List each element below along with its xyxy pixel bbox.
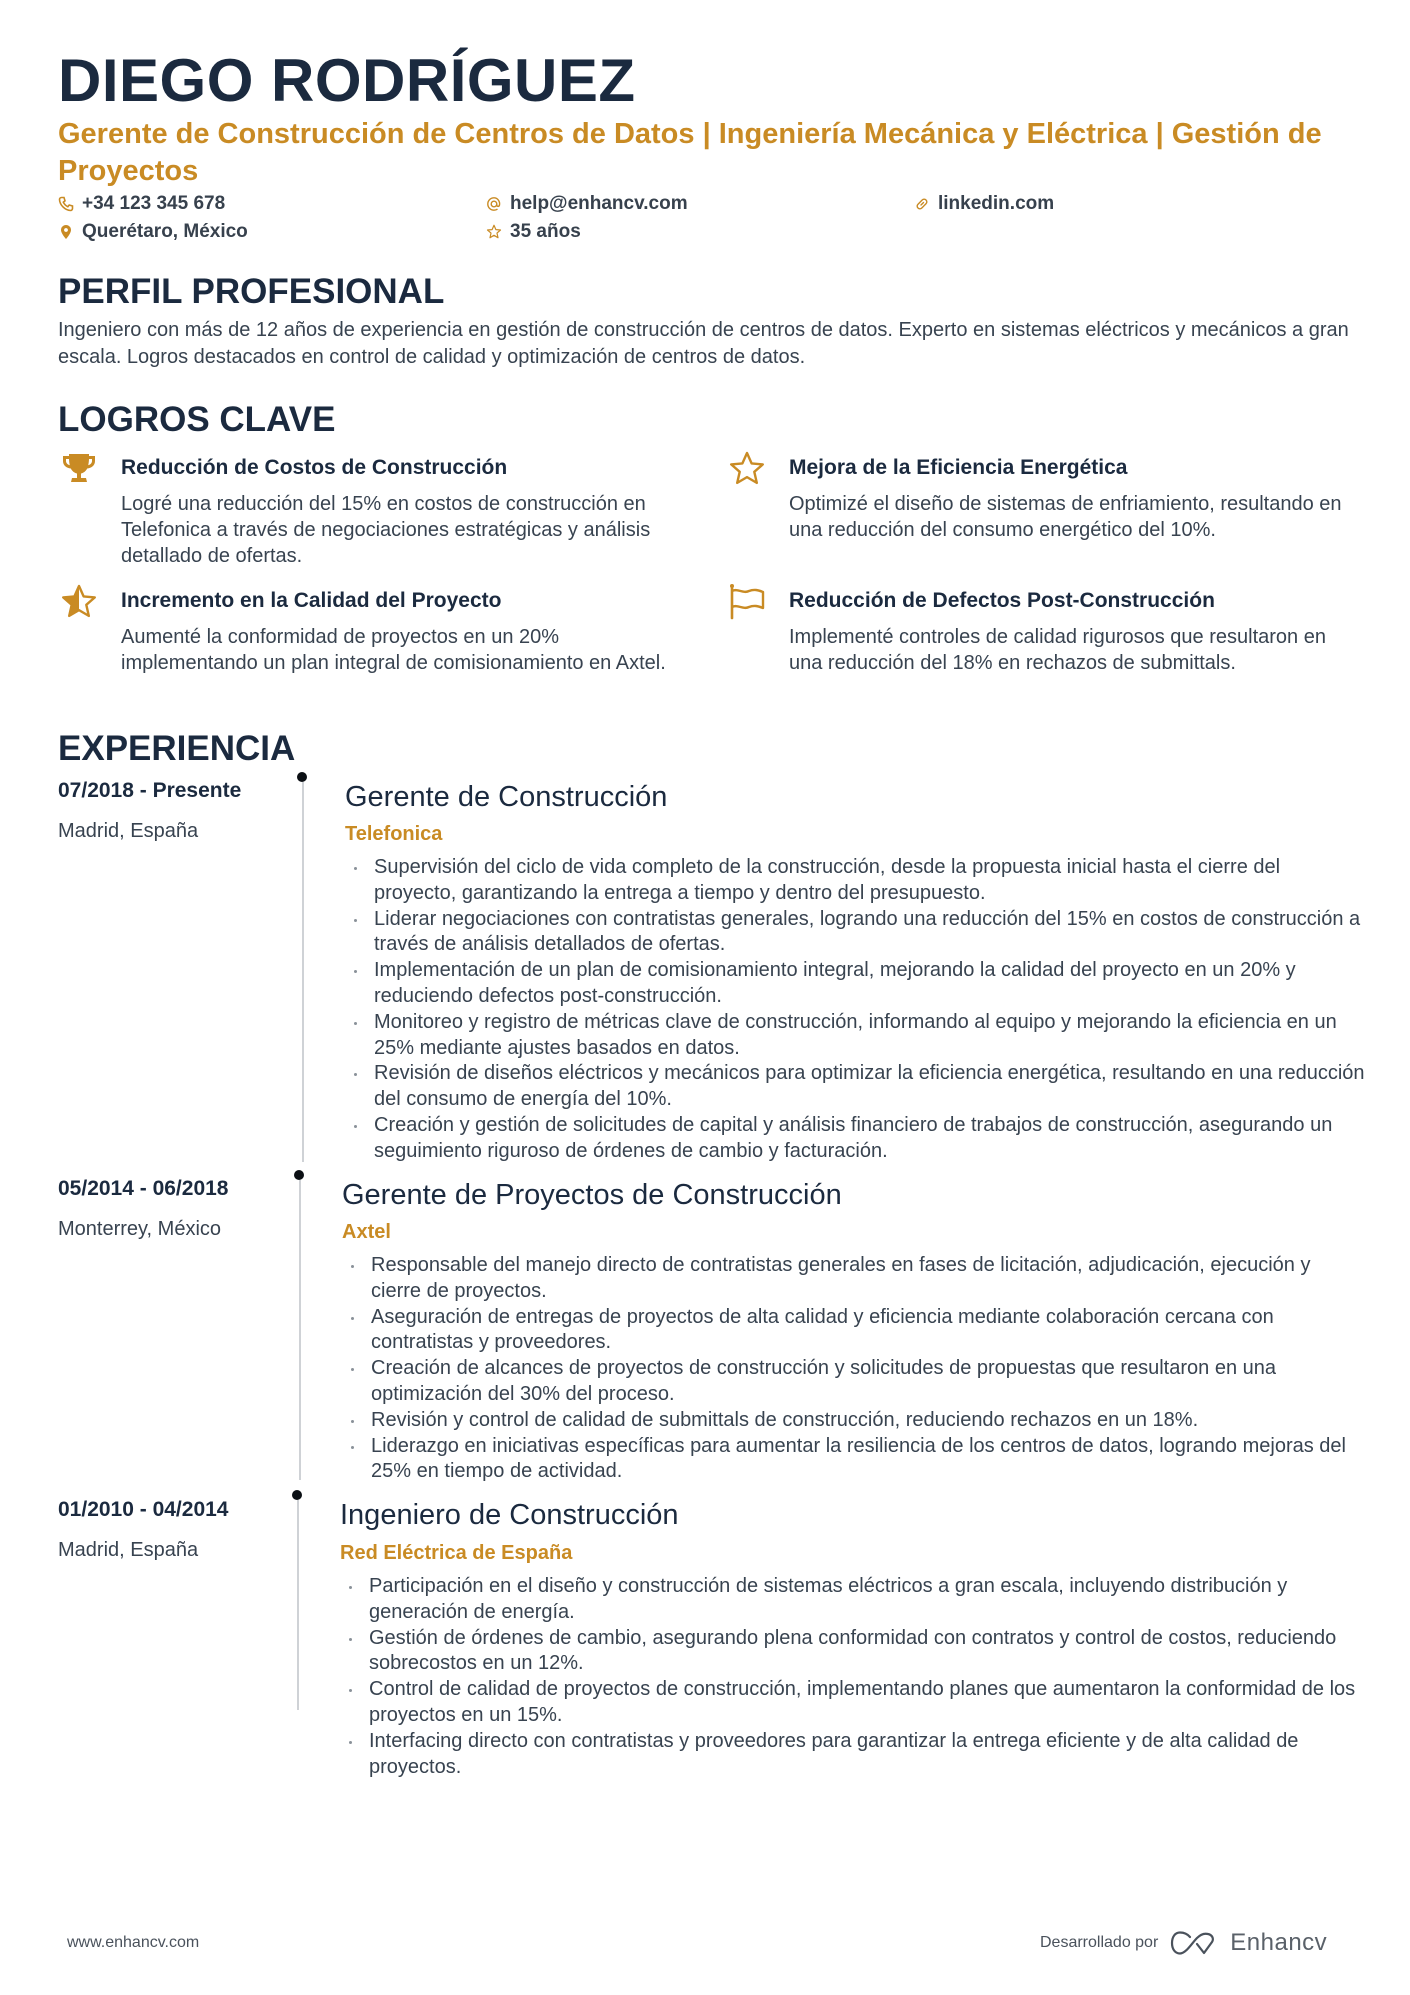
job-bullet: Supervisión del ciclo de vida completo de la construcción, desde la propuesta inicial hasta el cierre del proyecto, garantizando la entrega a tiempo y dentro del presupuesto. [346, 855, 1366, 907]
section-title-profile: PERFIL PROFESIONAL [58, 272, 445, 311]
email-text: help@enhancv.com [510, 193, 688, 214]
job-company: Axtel [342, 1221, 391, 1243]
enhancv-brand: Enhancv [1230, 1929, 1328, 1956]
achievement-description: Logré una reducción del 15% en costos de construcción en Telefonica a través de negociaciones estratégicas y análisis detallado de ofertas. [121, 493, 651, 567]
job-bullets [341, 1574, 1361, 1780]
footer-website-link[interactable]: www.enhancv.com [67, 1934, 200, 1951]
section-title-experience: EXPERIENCIA [58, 729, 296, 768]
achievement-description: Optimizé el diseño de sistemas de enfriamiento, resultando en una reducción del consumo energético del 10%. [789, 493, 1342, 541]
achievement-title: Mejora de la Eficiencia Energética [789, 456, 1128, 479]
job-title: Gerente de Proyectos de Construcción [342, 1179, 842, 1211]
contact-age [486, 221, 914, 243]
link-icon [914, 196, 930, 212]
job-bullet: Creación de alcances de proyectos de construcción y solicitudes de propuestas que resultaron en una optimización del 30% del proceso. [343, 1356, 1363, 1408]
job-bullet: Creación y gestión de solicitudes de capital y análisis financiero de trabajos de construcción, asegurando un seguimiento riguroso de órdenes de cambio y facturación. [346, 1113, 1366, 1165]
candidate-name: DIEGO RODRÍGUEZ [58, 47, 636, 114]
flag-icon [728, 583, 766, 621]
timeline-line [302, 782, 304, 1162]
enhancv-logo-icon [1170, 1930, 1218, 1956]
footer-branding[interactable] [1040, 1928, 1327, 1958]
age-text: 35 años [510, 221, 581, 242]
job-bullet: Revisión de diseños eléctricos y mecánicos para optimizar la eficiencia energética, resultando en una reducción del consumo de energía del 10%. [346, 1061, 1366, 1113]
star-half-icon [60, 583, 98, 621]
headline: Gerente de Construcción de Centros de Datos | Ingeniería Mecánica y Eléctrica | Gestión de Proyectos [58, 118, 1322, 187]
job-dates: 01/2010 - 04/2014 [58, 1498, 229, 1521]
achievement-title: Reducción de Defectos Post-Construcción [789, 589, 1215, 612]
achievement-description: Aumenté la conformidad de proyectos en un 20% implementando un plan integral de comisionamiento en Axtel. [121, 626, 666, 674]
job-company: Telefonica [345, 823, 443, 845]
job-bullet: Participación en el diseño y construcción de sistemas eléctricos a gran escala, incluyendo distribución y generación de energía. [341, 1574, 1361, 1626]
timeline-line [299, 1180, 301, 1480]
contact-email[interactable] [486, 193, 914, 215]
star-outline-icon [728, 450, 766, 488]
job-company: Red Eléctrica de España [340, 1542, 573, 1564]
job-bullet: Gestión de órdenes de cambio, asegurando plena conformidad con contratos y control de costos, reduciendo sobrecostos en un 12%. [341, 1626, 1361, 1678]
job-bullets [346, 855, 1366, 1165]
location-pin-icon [58, 224, 74, 240]
contact-location [58, 221, 486, 243]
job-bullet: Monitoreo y registro de métricas clave de construcción, informando al equipo y mejorando la eficiencia en un 25% mediante ajustes basados en datos. [346, 1010, 1366, 1062]
contact-linkedin[interactable] [914, 193, 1342, 215]
job-bullet: Implementación de un plan de comisionamiento integral, mejorando la calidad del proyecto en un 20% y reduciendo defectos post-construcción. [346, 958, 1366, 1010]
timeline-line [297, 1500, 299, 1710]
job-bullets [343, 1253, 1363, 1485]
powered-by-label: Desarrollado por [1040, 1934, 1159, 1951]
achievement-title: Reducción de Costos de Construcción [121, 456, 508, 479]
trophy-icon [60, 450, 98, 488]
job-bullet: Interfacing directo con contratistas y proveedores para garantizar la entrega eficiente y de alta calidad de proyectos. [341, 1729, 1361, 1781]
job-location: Madrid, España [58, 820, 199, 842]
contact-phone[interactable] [58, 193, 486, 215]
location-text: Querétaro, México [82, 221, 248, 242]
job-location: Madrid, España [58, 1539, 199, 1561]
achievement-description: Implementé controles de calidad rigurosos que resultaron en una reducción del 18% en rechazos de submittals. [789, 626, 1326, 674]
job-title: Gerente de Construcción [345, 781, 668, 813]
timeline-dot [297, 772, 307, 782]
job-dates: 05/2014 - 06/2018 [58, 1177, 229, 1200]
job-bullet: Aseguración de entregas de proyectos de alta calidad y eficiencia mediante colaboración cercana con contratistas y proveedores. [343, 1305, 1363, 1357]
profile-summary: Ingeniero con más de 12 años de experiencia en gestión de construcción de centros de datos. Experto en sistemas eléctricos y mecánicos a gran escala. Logros destacados en control de calidad y optimización de centros de datos. [58, 319, 1349, 368]
job-bullet: Revisión y control de calidad de submittals de construcción, reduciendo rechazos en un 18%. [343, 1408, 1363, 1434]
job-location: Monterrey, México [58, 1218, 222, 1240]
achievement-title: Incremento en la Calidad del Proyecto [121, 589, 502, 612]
job-dates: 07/2018 - Presente [58, 779, 242, 802]
linkedin-text: linkedin.com [938, 193, 1055, 214]
section-title-achievements: LOGROS CLAVE [58, 400, 336, 439]
phone-icon [58, 196, 74, 212]
job-title: Ingeniero de Construcción [340, 1499, 679, 1531]
job-bullet: Liderazgo en iniciativas específicas para aumentar la resiliencia de los centros de datos, logrando mejoras del 25% en tiempo de actividad. [343, 1434, 1363, 1486]
at-icon [486, 196, 502, 212]
contact-info [58, 193, 1358, 243]
timeline-dot [292, 1490, 302, 1500]
phone-text: +34 123 345 678 [82, 193, 226, 214]
job-bullet: Liderar negociaciones con contratistas generales, logrando una reducción del 15% en costos de construcción a través de análisis detallados de ofertas. [346, 907, 1366, 959]
star-outline-icon [486, 224, 502, 240]
job-bullet: Responsable del manejo directo de contratistas generales en fases de licitación, adjudicación, ejecución y cierre de proyectos. [343, 1253, 1363, 1305]
job-bullet: Control de calidad de proyectos de construcción, implementando planes que aumentaron la conformidad de los proyectos en un 15%. [341, 1677, 1361, 1729]
timeline-dot [294, 1170, 304, 1180]
